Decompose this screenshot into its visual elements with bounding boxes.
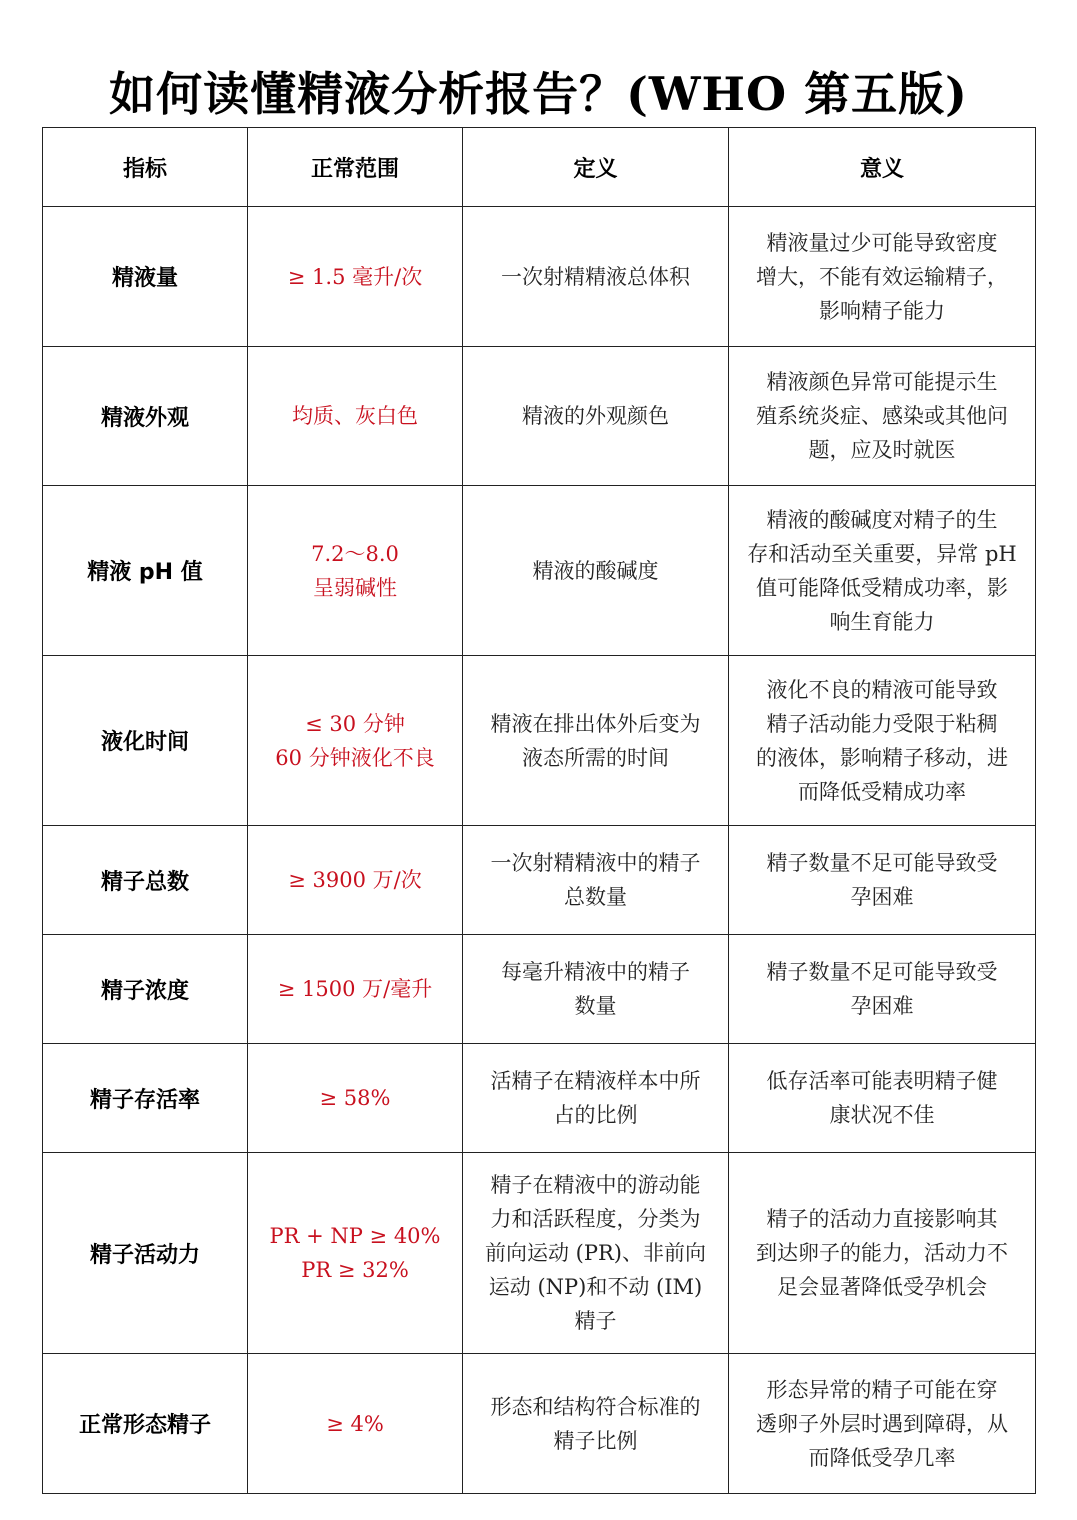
definition-cell [463,935,729,1044]
definition-line: 运动 (NP)和不动 (IM) [488,1275,703,1299]
table-header-row [43,128,1036,207]
significance-cell [729,1153,1036,1354]
definition-line: 精液的酸碱度 [532,558,659,583]
definition-cell [463,826,729,935]
indicator-name: 精子活动力 [43,1153,248,1354]
significance-line: 康状况不佳 [829,1103,935,1127]
significance-cell [729,656,1036,826]
normal-range-cell [248,207,463,347]
significance-line: 精子的活动力直接影响其 [766,1207,998,1231]
table-row [43,207,1036,347]
significance-line: 精液的酸碱度对精子的生 [766,507,998,532]
significance-line: 的液体，影响精子移动，进 [756,745,1008,770]
normal-range-cell [248,826,463,935]
definition-line: 液态所需的时间 [522,745,669,770]
header-significance: 意义 [729,128,1036,207]
significance-line: 形态异常的精子可能在穿 [766,1377,998,1402]
definition-cell [463,1044,729,1153]
normal-range-line: ≥ 1500 万/毫升 [277,977,433,1001]
normal-range-cell [248,935,463,1044]
significance-line: 精子活动能力受限于粘稠 [766,711,998,736]
table-row [43,486,1036,656]
significance-cell [729,935,1036,1044]
definition-cell [463,656,729,826]
indicator-name: 精液量 [43,207,248,347]
significance-line: 足会显著降低受孕机会 [777,1275,987,1299]
definition-cell [463,347,729,486]
definition-line: 力和活跃程度，分类为 [490,1207,701,1231]
significance-cell [729,347,1036,486]
definition-line: 精液的外观颜色 [522,404,669,428]
normal-range-line: PR ≥ 32% [301,1258,409,1282]
significance-line: 孕困难 [850,994,914,1018]
normal-range-line: 60 分钟液化不良 [275,745,435,770]
significance-line: 而降低受孕几率 [808,1445,956,1470]
definition-cell [463,1354,729,1494]
definition-line: 每毫升精液中的精子 [501,960,690,984]
definition-line: 活精子在精液样本中所 [490,1069,701,1093]
table-body [43,207,1036,1494]
significance-line: 影响精子能力 [819,298,945,323]
definition-line: 精子在精液中的游动能 [490,1173,701,1197]
normal-range-line: 均质、灰白色 [292,404,418,428]
definition-line: 数量 [574,994,617,1018]
normal-range-cell [248,1044,463,1153]
normal-range-cell [248,347,463,486]
significance-line: 到达卵子的能力，活动力不 [756,1241,1008,1265]
significance-line: 题，应及时就医 [808,438,956,462]
significance-line: 增大，不能有效运输精子， [756,264,1008,289]
table-row [43,935,1036,1044]
normal-range-line: PR + NP ≥ 40% [269,1224,441,1248]
normal-range-cell [248,656,463,826]
semen-analysis-table [42,127,1036,1494]
definition-cell [463,207,729,347]
definition-line: 前向运动 (PR)、非前向 [484,1241,706,1265]
header-definition: 定义 [463,128,729,207]
normal-range-cell [248,1153,463,1354]
significance-line: 精液颜色异常可能提示生 [766,370,998,394]
definition-line: 占的比例 [553,1103,638,1127]
normal-range-line: 7.2～8.0 [311,541,399,566]
definition-line: 形态和结构符合标准的 [490,1394,701,1419]
definition-line: 一次射精精液总体积 [501,264,690,289]
significance-cell [729,207,1036,347]
indicator-name: 精子存活率 [43,1044,248,1153]
table-row [43,1153,1036,1354]
significance-line: 液化不良的精液可能导致 [766,677,998,702]
indicator-name: 正常形态精子 [43,1354,248,1494]
definition-line: 总数量 [564,885,627,909]
significance-line: 响生育能力 [829,609,935,634]
significance-line: 透卵子外层时遇到障碍，从 [756,1411,1008,1436]
normal-range-cell [248,1354,463,1494]
definition-line: 一次射精精液中的精子 [490,851,701,875]
significance-line: 精子数量不足可能导致受 [766,960,998,984]
significance-cell [729,1354,1036,1494]
significance-line: 殖系统炎症、感染或其他问 [756,404,1008,428]
definition-line: 精子比例 [553,1428,638,1453]
significance-line: 而降低受精成功率 [798,779,966,804]
significance-line: 精液量过少可能导致密度 [766,230,998,255]
table-row [43,1354,1036,1494]
definition-line: 精液在排出体外后变为 [490,711,701,736]
significance-line: 精子数量不足可能导致受 [766,851,998,875]
table-row [43,1044,1036,1153]
header-indicator: 指标 [43,128,248,207]
significance-cell [729,1044,1036,1153]
table-row [43,826,1036,935]
page-title: 如何读懂精液分析报告？(WHO 第五版) [109,67,968,121]
normal-range-line: ≥ 4% [326,1411,384,1436]
significance-cell [729,826,1036,935]
definition-cell [463,486,729,656]
normal-range-cell [248,486,463,656]
significance-line: 存和活动至关重要，异常 pH [747,541,1017,566]
significance-line: 值可能降低受精成功率，影 [756,575,1008,600]
significance-line: 孕困难 [850,885,914,909]
definition-cell [463,1153,729,1354]
significance-line: 低存活率可能表明精子健 [766,1069,998,1093]
indicator-name: 精子总数 [43,826,248,935]
normal-range-line: ≥ 3900 万/次 [288,868,422,892]
normal-range-line: ≤ 30 分钟 [305,711,405,736]
header-normal-range: 正常范围 [248,128,463,207]
normal-range-line: ≥ 1.5 毫升/次 [287,264,423,289]
indicator-name: 液化时间 [43,656,248,826]
indicator-name: 精液外观 [43,347,248,486]
table-row [43,656,1036,826]
significance-cell [729,486,1036,656]
normal-range-line: 呈弱碱性 [313,575,397,600]
normal-range-line: ≥ 58% [319,1086,391,1110]
indicator-name: 精液 pH 值 [43,486,248,656]
indicator-name: 精子浓度 [43,935,248,1044]
definition-line: 精子 [574,1309,617,1333]
table-row [43,347,1036,486]
